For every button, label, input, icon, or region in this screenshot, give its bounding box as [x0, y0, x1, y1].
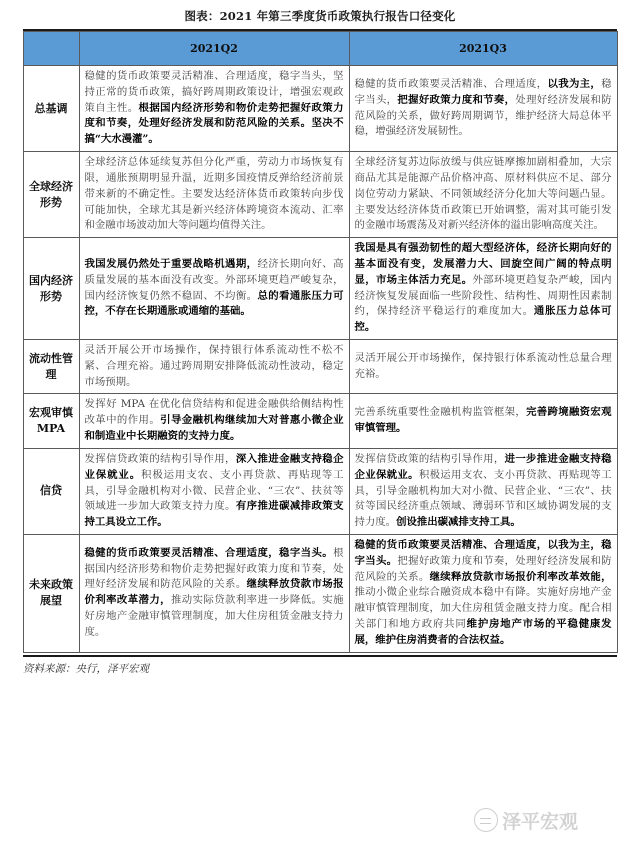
emphasis-run: 稳健的货币政策要灵活精准、合理适度，稳字当头。 [84, 546, 334, 559]
text-run: 发挥好 MPA 在优化信贷结构和促进金融供给侧结构性改革中的作用。 [84, 398, 344, 427]
emphasis-run: 我国是具有强劲韧性的超大型经济体，经济长期向好的基本面没有变，发展潜力大、回旋空间广阔的特点明显，市场主体活力充足。 [354, 242, 612, 286]
watermark [474, 803, 624, 837]
cell-q2 [79, 340, 349, 394]
emphasis-run: 根据国内经济形势和物价走势把握好政策力度和节奏，处理好经济发展和防范风险的关系。坚决不搞“大水漫灌”。 [84, 101, 344, 146]
text-run: 发挥信贷政策的结构引导作用， [84, 452, 236, 465]
table-row [23, 152, 617, 238]
text-run: 稳字当头， [354, 77, 612, 106]
header-cell-2021q2: 2021Q2 [79, 32, 349, 66]
text-run: 灵活开展公开市场操作，保持银行体系流动性不松不紧、合理充裕。通过跨周期安排降低流动性波动，稳定市场预期。 [84, 344, 344, 388]
table-bottom-rule [23, 655, 617, 657]
table-header [23, 32, 617, 66]
emphasis-run: 维护房地产市场的平稳健康发展，维护住房消费者的合法权益。 [354, 618, 612, 646]
text-run: 处理好经济发展和防范风险的关系，做好跨周期调节，维护经济大局总体平稳，增强经济发展韧性。 [354, 93, 612, 138]
text-run: 把握好政策力度和节奏，处理好经济发展和防范风险的关系。 [354, 554, 612, 583]
text-run: 积极运用支农、支小再贷款、再贴现等工具，引导金融机构加大对小微、民营企业、“三农”、扶贫等国民经济重点领域、薄弱环节和区域协调发展的支持力度。 [354, 468, 612, 529]
emphasis-run: 以我为主， [547, 77, 602, 90]
text-run: 根据国内经济形势和物价走势把握好政策力度和节奏，处理好经济发展和防范风险的关系。 [84, 546, 344, 591]
emphasis-run: 通胀压力总体可控。 [354, 305, 612, 334]
header-cell-2021q3: 2021Q3 [349, 32, 617, 66]
emphasis-run: 把握好政策力度和节奏， [397, 93, 516, 106]
emphasis-run: 稳健的货币政策要灵活精准、合理适度，以我为主，稳字当头。 [354, 538, 612, 567]
table-body [23, 66, 617, 653]
cell-q3 [349, 448, 617, 534]
row-label: 全球经济形势 [23, 152, 79, 238]
cell-q3 [349, 340, 617, 394]
row-label: 宏观审慎 MPA [23, 394, 79, 448]
text-run: 发挥信贷政策的结构引导作用， [354, 452, 505, 465]
text-run: 稳健的货币政策要灵活精准、合理适度，稳字当头，坚持正常的货币政策，搞好跨周期政策设计，增强宏观政策自主性。 [84, 70, 344, 114]
row-label: 总基调 [23, 66, 79, 152]
emphasis-run: 继续释放贷款市场报价利率改革潜力， [84, 578, 344, 607]
emphasis-run: 总的看通胀压力可控，不存在长期通胀或通缩的基础。 [84, 289, 344, 318]
text-run: 灵活开展公开市场操作，保持银行体系流动性总量合理充裕。 [354, 351, 612, 380]
table-header-row [23, 32, 617, 66]
header-cell-category [23, 32, 79, 66]
emphasis-run: 有序推进碳减排政策支持工具设立工作。 [84, 500, 344, 529]
row-label: 未来政策展望 [23, 534, 79, 652]
cell-q3 [349, 394, 617, 448]
cell-q3 [349, 66, 617, 152]
policy-comparison-table [23, 31, 618, 653]
emphasis-run: 我国发展仍然处于重要战略机遇期， [84, 257, 258, 270]
table-row [23, 534, 617, 652]
emphasis-run: 完善跨境融资宏观审慎管理。 [354, 406, 612, 435]
cell-q2 [79, 394, 349, 448]
table-row [23, 340, 617, 394]
text-run: 全球经济复苏边际放缓与供应链摩擦加剧相叠加，大宗商品尤其是能源产品价格冲高、原材料供应不足、部分岗位劳动力紧缺、不同领域经济分化加大等问题凸显。主要发达经济体货币政策已开始调整，需对其可能引发的金融市场震荡及对新兴经济体的溢出影响高度关注。 [354, 156, 612, 232]
emphasis-run: 创设推出碳减排支持工具。 [396, 516, 521, 529]
text-run: 外部环境更趋复杂严峻，国内经济恢复发展面临一些阶段性、结构性、周期性因素制约，保持经济平稳运行的难度加大。 [354, 273, 612, 318]
circle-logo-icon [474, 808, 498, 832]
text-run: 推动实际贷款利率进一步降低。实施好房地产金融审慎管理制度，加大住房租赁金融支持力度。 [84, 594, 344, 638]
row-label: 国内经济形势 [23, 238, 79, 340]
figure-title: 图表：2021 年第三季度货币政策执行报告口径变化 [184, 9, 456, 23]
row-label: 信贷 [23, 448, 79, 534]
emphasis-run: 引导金融机构继续加大对普惠小微企业和制造业中长期融资的支持力度。 [84, 414, 344, 443]
text-run: 积极运用支农、支小再贷款、再贴现等工具，引导金融机构对小微、民营企业、“三农”、扶贫等领域进一步加大政策支持力度。 [84, 468, 344, 513]
cell-q2 [79, 448, 349, 534]
cell-q2 [79, 238, 349, 340]
cell-q2 [79, 534, 349, 652]
text-run: 全球经济总体延续复苏但分化严重，劳动力市场恢复有限，通胀预期明显升温，近期多国疫情反弹给经济前景带来新的不确定性。主要发达经济体货币政策转向步伐可能加快，全球尤其是新兴经济体跨境资本流动、汇率和金融市场波动加大等问题均值得关注。 [84, 156, 344, 232]
text-run: 推动小微企业综合融资成本稳中有降。实施好房地产金融审慎管理制度，加大住房租赁金融支持力度。配合相关部门和地方政府共同 [354, 586, 612, 630]
row-label: 流动性管理 [23, 340, 79, 394]
table-row [23, 238, 617, 340]
source-note: 资料来源：央行，泽平宏观 [23, 662, 149, 675]
table-row [23, 448, 617, 534]
text-run: 经济长期向好、高质量发展的基本面没有改变。外部环境更趋严峻复杂，国内经济恢复仍然不稳固、不均衡。 [84, 257, 344, 302]
emphasis-run: 继续释放贷款市场报价利率改革效能， [429, 570, 612, 583]
table-row [23, 394, 617, 448]
cell-q2 [79, 152, 349, 238]
cell-q2 [79, 66, 349, 152]
text-run: 稳健的货币政策要灵活精准、合理适度， [354, 77, 548, 90]
text-run: 完善系统重要性金融机构监管框架， [354, 406, 527, 419]
cell-q3 [349, 238, 617, 340]
emphasis-run: 进一步推进金融支持稳企业保就业。 [354, 452, 612, 481]
cell-q3 [349, 152, 617, 238]
emphasis-run: 深入推进金融支持稳企业保就业。 [84, 452, 344, 481]
cell-q3 [349, 534, 617, 652]
watermark-label: 泽平宏观 [502, 810, 579, 833]
table-row [23, 66, 617, 152]
